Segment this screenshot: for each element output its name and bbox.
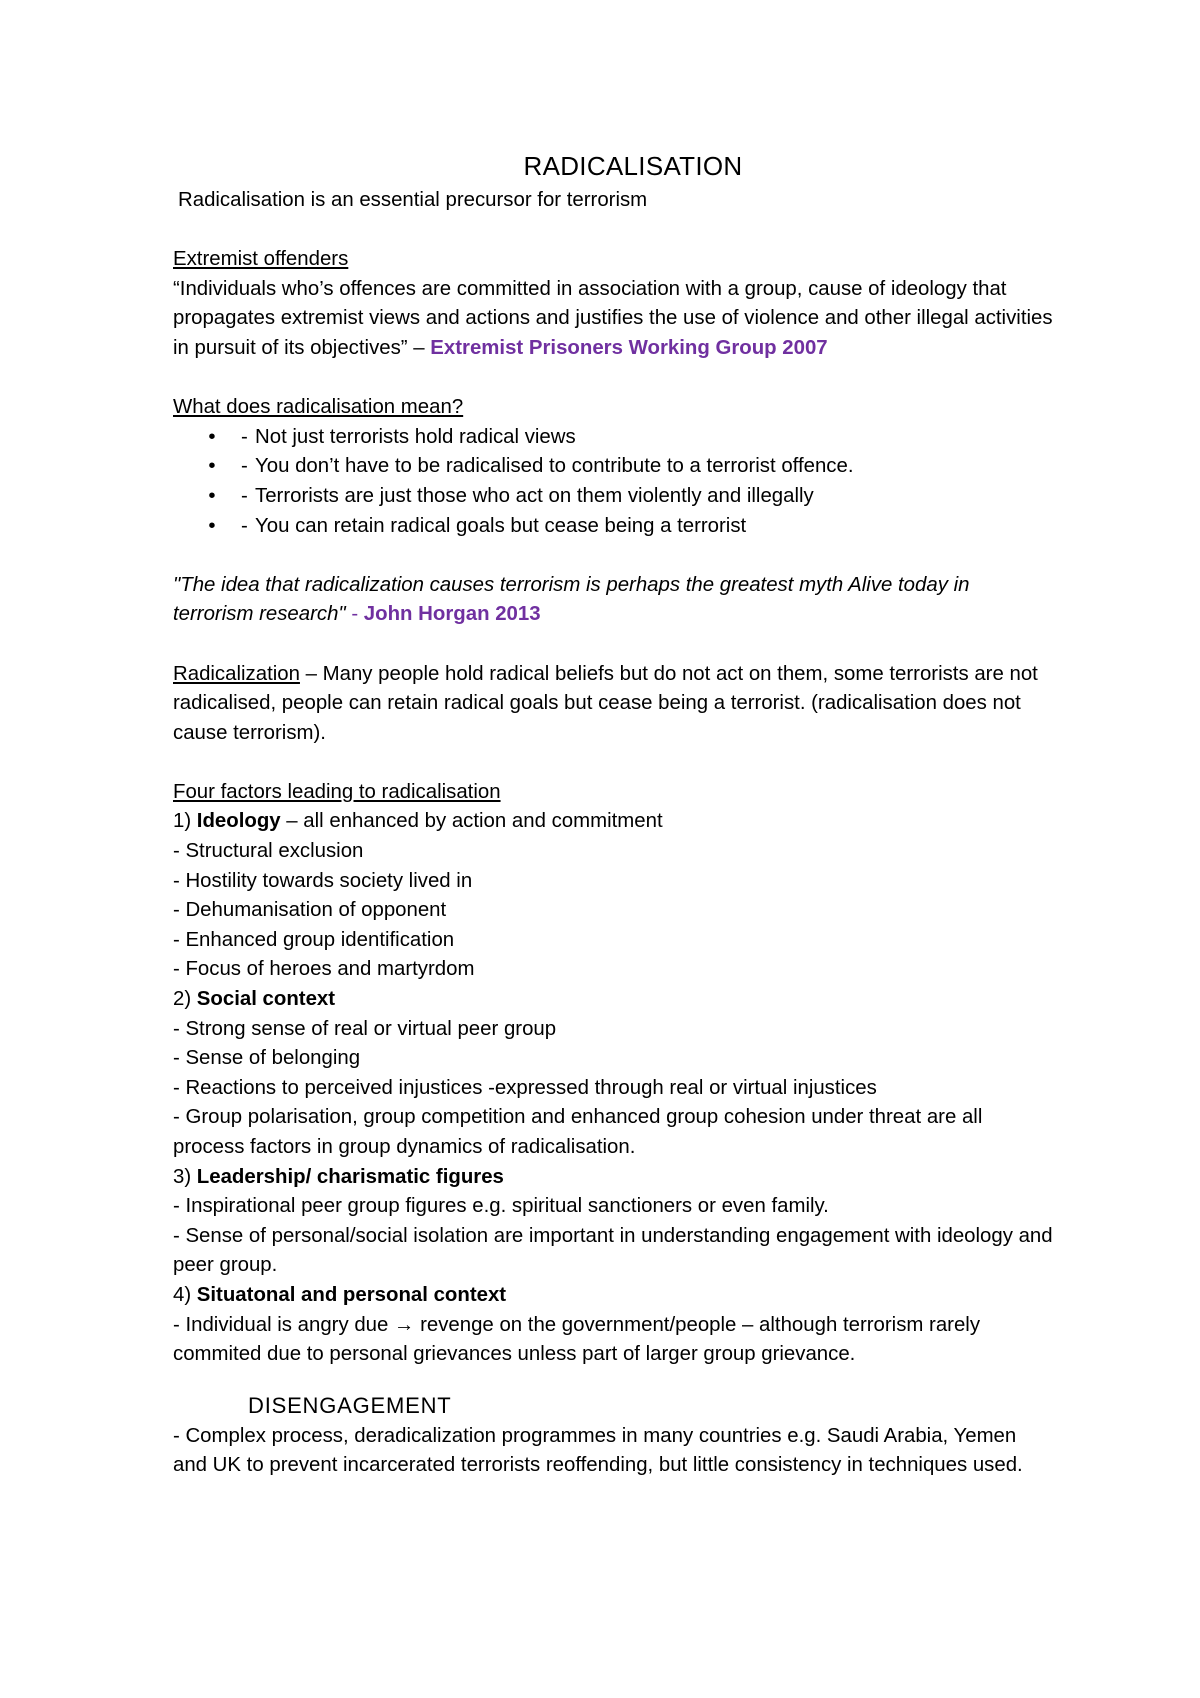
- factor-item: - Focus of heroes and martyrdom: [173, 958, 475, 981]
- list-item-text: Terrorists are just those who act on them violently and illegally: [255, 484, 814, 507]
- factor-item-post: revenge on the government/people – although terrorism rarely commited due to personal grievances unless part of larger group grievance.: [173, 1313, 981, 1366]
- disengagement-heading: DISENGAGEMENT: [248, 1392, 452, 1418]
- dash-marker: -: [241, 425, 248, 448]
- extremist-heading: Extremist offenders: [173, 248, 349, 271]
- horgan-source: John Horgan 2013: [363, 603, 541, 626]
- extremist-quote: “Individuals who’s offences are committed in association with a group, cause of ideology that propagates extremist views and actions and justifies the use of violence and other illegal activities in pursuit of its objectives” –: [173, 277, 1053, 359]
- factor-4-title: [173, 1281, 1053, 1311]
- bullet-icon: •: [208, 455, 216, 478]
- factor-item: - Sense of personal/social isolation are important in understanding engagement with ideology and peer group.: [173, 1224, 1053, 1277]
- factor-name: Leadership/ charismatic figures: [196, 1165, 504, 1188]
- factor-1-title: [173, 807, 1053, 837]
- bullet-icon: •: [208, 514, 216, 537]
- list-item-text: Not just terrorists hold radical views: [255, 425, 576, 448]
- factor-item: - Reactions to perceived injustices -expressed through real or virtual injustices: [173, 1076, 877, 1099]
- meaning-list: [173, 423, 1053, 541]
- factor-number: 3): [173, 1165, 197, 1188]
- radicalization-text: – Many people hold radical beliefs but do not act on them, some terrorists are not radicalised, people can retain radical goals but cease being a terrorist. (radicalisation does not cause terrorism).: [173, 662, 1038, 744]
- document-page: [173, 148, 1053, 1481]
- factor-item: - Group polarisation, group competition and enhanced group cohesion under threat are all process factors in group dynamics of radicalisation.: [173, 1106, 983, 1158]
- factor-item: - Dehumanisation of opponent: [173, 899, 447, 922]
- factor-item: - Structural exclusion: [173, 840, 364, 863]
- factor-item: - Sense of belonging: [173, 1047, 361, 1070]
- bullet-icon: •: [208, 425, 216, 448]
- list-item: [205, 482, 1053, 512]
- bullet-icon: •: [208, 484, 216, 507]
- factor-item: - Inspirational peer group figures e.g. spiritual sanctioners or even family.: [173, 1195, 829, 1218]
- factor-2-title: [173, 985, 1053, 1015]
- extremist-definition: [173, 275, 1053, 364]
- factor-item: - Enhanced group identification: [173, 928, 455, 951]
- factor-name: Ideology: [196, 810, 281, 833]
- horgan-quote: "The idea that radicalization causes terrorism is perhaps the greatest myth Alive today in terrorism research": [173, 573, 970, 626]
- list-item-text: You can retain radical goals but cease being a terrorist: [255, 514, 747, 537]
- factor-name: Situatonal and personal context: [196, 1283, 507, 1306]
- factors-heading: Four factors leading to radicalisation: [173, 780, 501, 803]
- factor-name: Social context: [196, 988, 336, 1011]
- factor-number: 2): [173, 988, 197, 1011]
- arrow-right-icon: →: [394, 1313, 415, 1336]
- extremist-source: Extremist Prisoners Working Group 2007: [424, 336, 828, 359]
- radicalization-definition: [173, 660, 1053, 749]
- list-item: [205, 423, 1053, 453]
- factor-item: - Hostility towards society lived in: [173, 869, 473, 892]
- factor-number: 4): [173, 1283, 197, 1306]
- dash-marker: -: [241, 514, 248, 537]
- factor-item-pre: - Individual is angry due: [173, 1313, 395, 1336]
- radicalization-term: Radicalization: [173, 662, 300, 685]
- list-item: [205, 512, 1053, 542]
- meaning-heading: What does radicalisation mean?: [173, 396, 464, 419]
- dash-marker: -: [241, 484, 248, 507]
- document-subtitle: Radicalisation is an essential precursor for terrorism: [178, 189, 648, 211]
- factor-item: - Strong sense of real or virtual peer group: [173, 1017, 557, 1040]
- factor-3-title: [173, 1163, 1053, 1193]
- dash-marker: -: [241, 455, 248, 478]
- factor-number: 1): [173, 810, 197, 833]
- horgan-quote-block: [173, 571, 1053, 630]
- list-item: [205, 452, 1053, 482]
- document-title: RADICALISATION: [523, 151, 743, 181]
- list-item-text: You don’t have to be radicalised to contribute to a terrorist offence.: [255, 455, 854, 478]
- disengagement-text: - Complex process, deradicalization programmes in many countries e.g. Saudi Arabia, Yemen and UK to prevent incarcerated terrorists reoffending, but little consistency in techniques used.: [173, 1424, 1023, 1477]
- factor-desc: – all enhanced by action and commitment: [280, 810, 663, 833]
- horgan-sep: -: [345, 603, 364, 626]
- factor-item: [173, 1311, 1053, 1370]
